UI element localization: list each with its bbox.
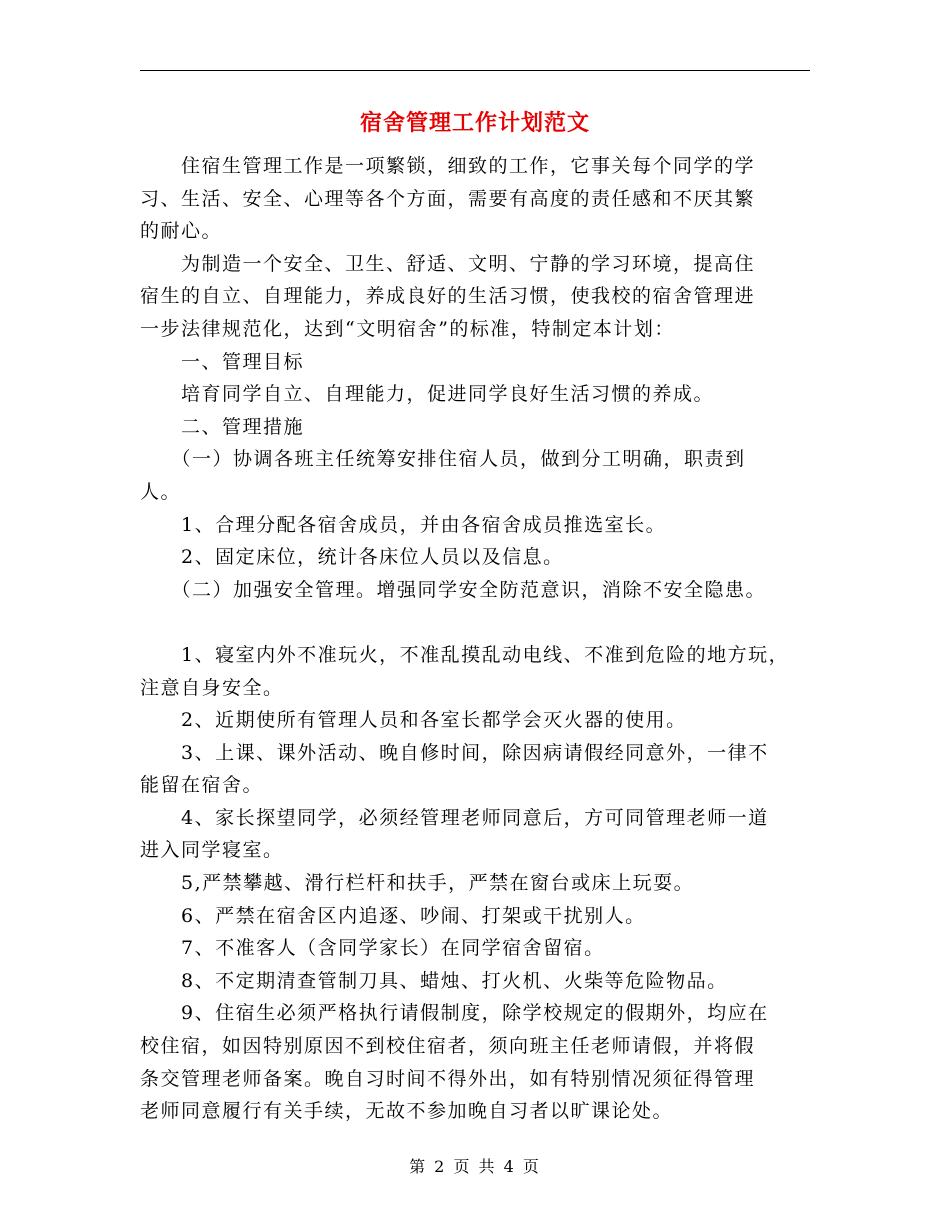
list-item: 1、合理分配各宿舍成员，并由各宿舍成员推选室长。	[140, 513, 667, 536]
body-line: 宿生的自立、自理能力，养成良好的生活习惯，使我校的宿舍管理进	[140, 285, 756, 308]
body-line: 能留在宿舍。	[140, 774, 264, 797]
body-line: 的耐心。	[140, 220, 223, 243]
body-line: 条交管理老师备案。晚自习时间不得外出，如有特别情况须征得管理	[140, 1067, 756, 1090]
list-item: 9、住宿生必须严格执行请假制度，除学校规定的假期外，均应在	[140, 1002, 769, 1025]
list-item: 7、不准客人（含同学家长）在同学宿舍留宿。	[140, 937, 605, 960]
body-line: 注意自身安全。	[140, 676, 284, 699]
body-line: 住宿生管理工作是一项繁锁，细致的工作，它事关每个同学的学	[140, 155, 756, 177]
list-item: 3、上课、课外活动、晚自修时间，除因病请假经同意外，一律不	[140, 741, 769, 764]
list-item: 2、近期使所有管理人员和各室长都学会灭火器的使用。	[140, 709, 687, 732]
document-title: 宿舍管理工作计划范文	[359, 110, 590, 136]
section-heading: 一、管理目标	[140, 350, 305, 373]
body-line: 为制造一个安全、卫生、舒适、文明、宁静的学习环境，提高住	[140, 252, 756, 275]
body-line: 老师同意履行有关手续，无故不参加晚自习者以旷课论处。	[140, 1100, 674, 1123]
body-line: 进入同学寝室。	[140, 839, 284, 862]
list-item: 1、寝室内外不准玩火，不准乱摸乱动电线、不准到危险的地方玩，	[140, 643, 790, 666]
body-line: 校住宿，如因特别原因不到校住宿者，须向班主任老师请假，并将假	[140, 1035, 756, 1058]
body-line: （一）协调各班主任统筹安排住宿人员，做到分工明确，职责到	[140, 448, 746, 471]
list-item: 6、严禁在宿舍区内追逐、吵闹、打架或干扰别人。	[140, 904, 646, 927]
header-rule	[140, 70, 810, 71]
body-line: （二）加强安全管理。增强同学安全防范意识，消除不安全隐患。	[140, 578, 767, 601]
list-item: 2、固定床位，统计各床位人员以及信息。	[140, 546, 564, 569]
list-item: 5,严禁攀越、滑行栏杆和扶手，严禁在窗台或床上玩耍。	[140, 872, 695, 895]
body-line: 人。	[140, 480, 182, 503]
list-item: 4、家长探望同学，必须经管理老师同意后，方可同管理老师一道	[140, 806, 769, 829]
body-line: 习、生活、安全、心理等各个方面，需要有高度的责任感和不厌其繁	[140, 187, 756, 210]
page-footer: 第 2 页 共 4 页	[409, 1157, 541, 1176]
body-line: 一步法律规范化，达到“文明宿舍”的标准，特制定本计划：	[140, 317, 675, 340]
list-item: 8、不定期清查管制刀具、蜡烛、打火机、火柴等危险物品。	[140, 969, 728, 992]
body-line: 培育同学自立、自理能力，促进同学良好生活习惯的养成。	[140, 383, 715, 406]
document-body	[140, 150, 815, 1128]
section-heading: 二、管理措施	[140, 415, 305, 438]
blank-line	[140, 606, 815, 639]
